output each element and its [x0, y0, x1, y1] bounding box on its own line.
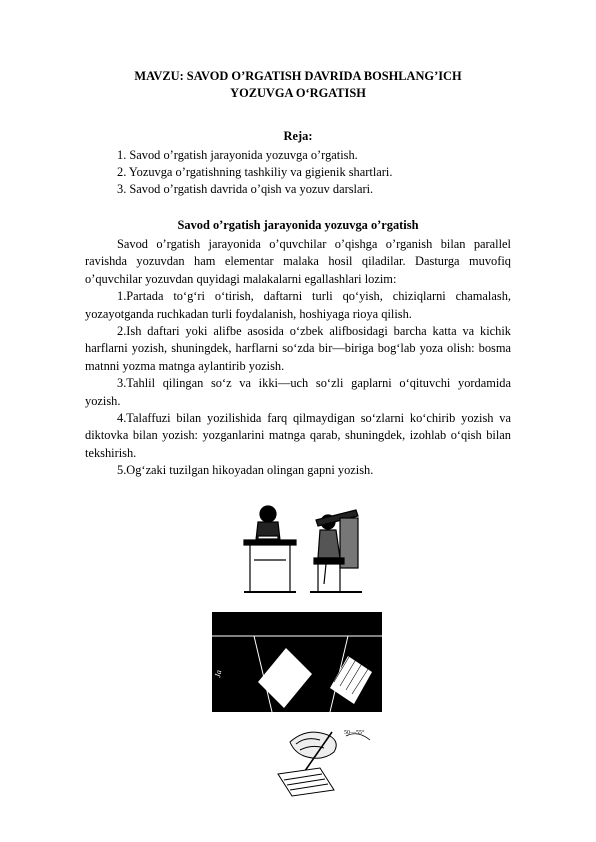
- plan-list: [117, 147, 392, 198]
- paragraph: 1.Partada to‘g‘ri o‘tirish, daftarni turli qo‘yish, chiziqlarni chamalash, yozayotganda ruchkadan turli foydalanish, hoshiyaga rioya qilish.: [85, 289, 511, 321]
- body-text: [85, 236, 511, 480]
- plan-item: 1. Savod o’rgatish jarayonida yozuvga o’rgatish.: [117, 148, 358, 162]
- paragraph: 4.Talaffuzi bilan yozilishida farq qilmaydigan so‘zlarni ko‘chirib yozish va diktovka bilan yozish: yozganlarini matnga qarab, shuningdek, izohlab o‘qish bilan tekshirish.: [85, 411, 511, 460]
- desk-label: Ja: [213, 669, 224, 679]
- paragraph: 3.Tahlil qilingan so‘z va ikki—uch so‘zli gaplarni o‘qituvchi yordamida yozish.: [85, 376, 511, 408]
- page-title: [85, 68, 511, 102]
- title-line-2: YOZUVGA O‘RGATISH: [230, 86, 366, 100]
- plan-heading: Reja:: [283, 129, 313, 143]
- paragraph: Savod o’rgatish jarayonida o’quvchilar o’qishga o’rganish bilan parallel ravishda yozuvdan ham elementar malaka hosil qiladilar. Dasturga muvofiq o’quvchilar yozuvdan quyidagi malakalarni egallashlari lozim:: [85, 237, 511, 286]
- angle-label: 50—55°: [344, 730, 365, 736]
- plan-item: 3. Savod o’rgatish davrida o’qish va yozuv darslari.: [117, 182, 374, 196]
- paragraph: 5.Og‘zaki tuzilgan hikoyadan olingan gapni yozish.: [117, 463, 374, 478]
- paragraph: 2.Ish daftari yoki alifbe asosida o‘zbek alifbosidagi barcha katta va kichik harflarni yozish, shuningdek, harflarni so‘zda bir—biriga bog‘lab yoza olish: bosma matnni yozma matnga aylantirib yozish.: [85, 324, 511, 373]
- hand-holding-pen-illustration: [260, 722, 380, 798]
- title-line-1: MAVZU: SAVOD O’RGATISH DAVRIDA BOSHLANG’ICH: [134, 69, 462, 83]
- students-at-desks-illustration: [232, 500, 368, 600]
- plan-item: 2. Yozuvga o’rgatishning tashkiliy va gigienik shartlari.: [117, 165, 393, 179]
- section-heading: Savod o’rgatish jarayonida yozuvga o’rgatish: [177, 218, 419, 232]
- notebook-position-diagram: [212, 612, 382, 712]
